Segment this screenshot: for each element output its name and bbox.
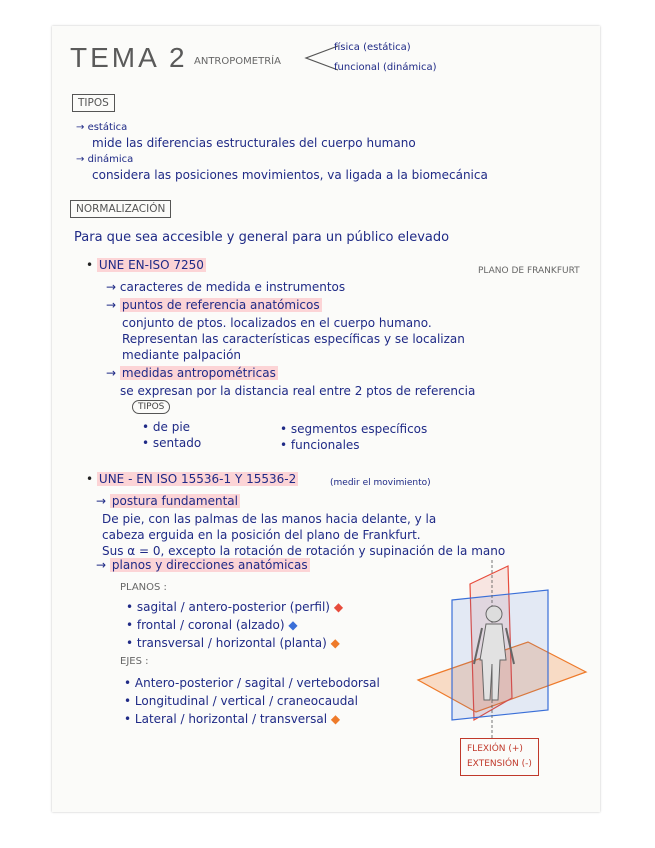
une1-item-puntos: → puntos de referencia anatómicos [106,298,320,312]
postura-line3: Sus α = 0, excepto la rotación de rotación y supinación de la mano [102,544,506,558]
une1-puntos-line1: conjunto de ptos. localizados en el cuerpo humano. [122,316,432,330]
normalizacion-intro: Para que sea accesible y general para un público elevado [74,230,450,245]
une-15536-title: • UNE - EN ISO 15536-1 Y 15536-2 [86,472,297,486]
branch-dynamic: funcional (dinámica) [334,62,437,73]
une1-medidas-desc: se expresan por la distancia real entre 2 ptos de referencia [120,384,476,398]
une1-item-instrumentos: → caracteres de medida e instrumentos [106,280,346,294]
une1-item-medidas: → medidas antropométricas [106,366,276,380]
planos-heading: → planos y direcciones anatómicas [96,558,308,572]
plano-transversal: • transversal / horizontal (planta) ◆ [126,636,340,650]
plano-sagital: • sagital / antero-posterior (perfil) ◆ [126,600,344,614]
tipos-static-label: → estática [76,122,128,133]
eje-lateral: • Lateral / horizontal / transversal ◆ [124,712,341,726]
planos-label: PLANOS : [120,582,167,593]
tipo-sentado: • sentado [142,436,202,450]
une1-puntos-line3: mediante palpación [122,348,242,362]
eje-antero-posterior: • Antero-posterior / sagital / vertebodorsal [124,676,380,690]
tipos-dynamic-desc: considera las posiciones movimientos, va ligada a la biomecánica [92,168,488,182]
flexion-extension-box [460,738,539,776]
tipos-dynamic-label: → dinámica [76,154,134,165]
branch-static: física (estática) [334,42,411,53]
flexion-label: FLEXIÓN (+) [467,744,523,754]
tipo-de-pie: • de pie [142,420,191,434]
postura-line2: cabeza erguida en la posición del plano de Frankfurt. [102,528,421,542]
une2-note: (medir el movimiento) [330,478,431,488]
subject-label: ANTROPOMETRÍA [194,56,281,67]
postura-line1: De pie, con las palmas de las manos hacia delante, y la [102,512,437,526]
plano-frontal: • frontal / coronal (alzado) ◆ [126,618,298,632]
page-title: TEMA 2 [70,42,188,73]
tipos-static-desc: mide las diferencias estructurales del cuerpo humano [92,136,416,150]
une-7250-title: • UNE EN-ISO 7250 [86,258,204,272]
normalizacion-heading: NORMALIZACIÓN [70,200,171,218]
notebook-page [52,26,600,812]
une1-puntos-line2: Representan las características específicas y se localizan [122,332,465,346]
frankfurt-note: PLANO DE FRANKFURT [478,266,580,276]
postura-heading: → postura fundamental [96,494,238,508]
anatomical-planes-illustration [408,560,588,740]
eje-longitudinal: • Longitudinal / vertical / craneocaudal [124,694,358,708]
tipo-segmentos: • segmentos específicos [280,422,428,436]
ejes-label: EJES : [120,656,149,667]
une1-tipos-badge: TIPOS [132,400,170,414]
tipos-heading: TIPOS [72,94,115,112]
tipo-funcionales: • funcionales [280,438,360,452]
extension-label: EXTENSIÓN (-) [467,759,532,769]
